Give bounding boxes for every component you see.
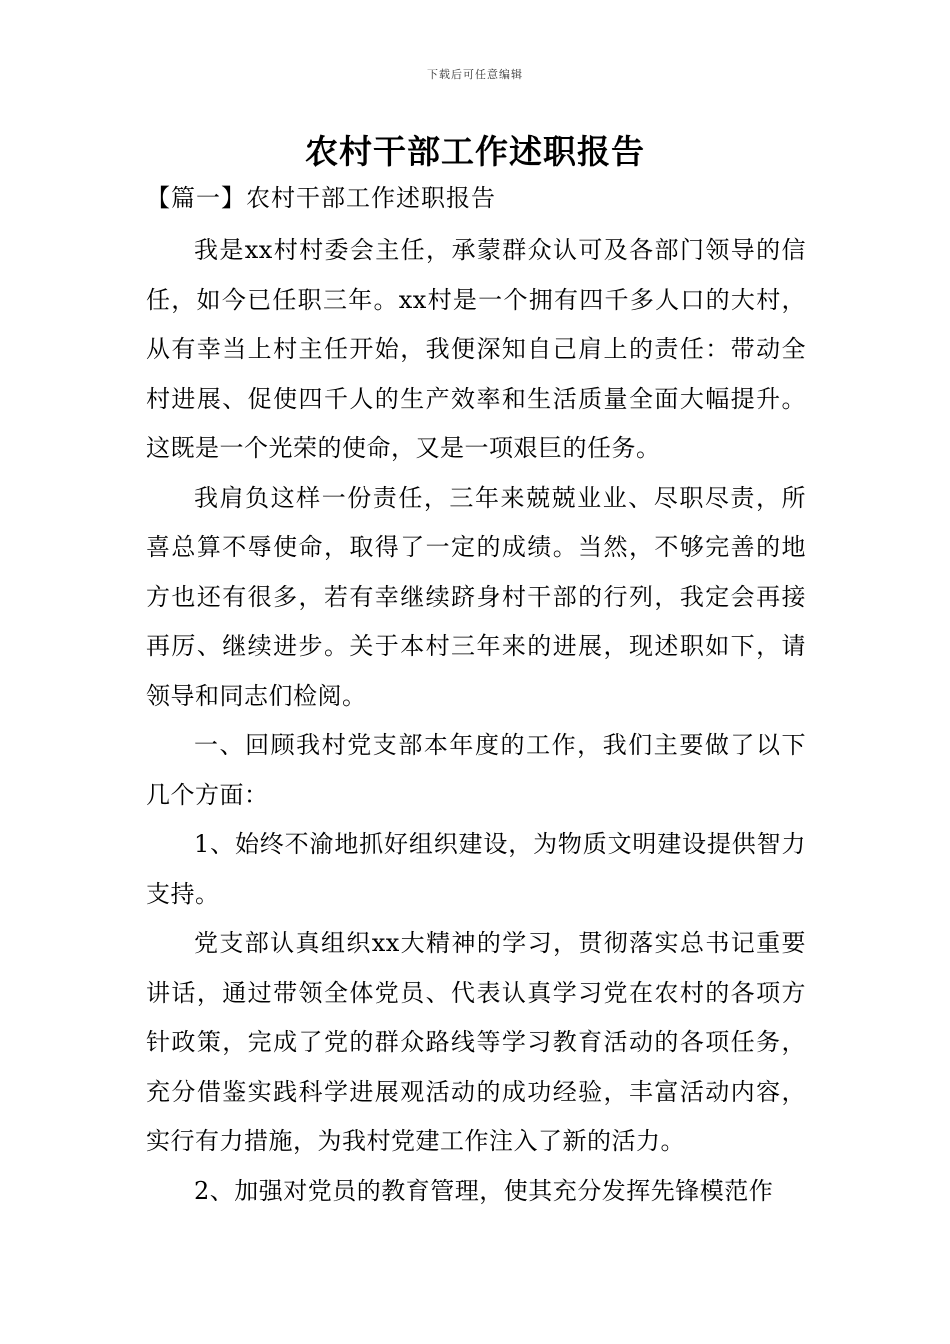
- paragraph: 我肩负这样一份责任，三年来兢兢业业、尽职尽责，所喜总算不辱使命，取得了一定的成绩。当然，不够完善的地方也还有很多，若有幸继续跻身村干部的行列，我定会再接再厉、继续进步。关于本村三年来的进展，现述职如下，请领导和同志们检阅。: [146, 483, 806, 710]
- paragraph: 党支部认真组织xx大精神的学习，贯彻落实总书记重要讲话，通过带领全体党员、代表认真学习党在农村的各项方针政策，完成了党的群众路线等学习教育活动的各项任务，充分借鉴实践科学进展观活动的成功经验，丰富活动内容，实行有力措施，为我村党建工作注入了新的活力。: [146, 929, 806, 1155]
- paragraph: 一、回顾我村党支部本年度的工作，我们主要做了以下几个方面：: [146, 731, 806, 809]
- document-title: 农村干部工作述职报告: [305, 132, 645, 171]
- document-body: [146, 226, 806, 1216]
- paragraph: 2、加强对党员的教育管理，使其充分发挥先锋模范作: [194, 1176, 774, 1205]
- paragraph: 我是xx村村委会主任，承蒙群众认可及各部门领导的信任，如今已任职三年。xx村是一个拥有四千多人口的大村，从有幸当上村主任开始，我便深知自己肩上的责任：带动全村进展、促使四千人的生产效率和生活质量全面大幅提升。这既是一个光荣的使命，又是一项艰巨的任务。: [146, 236, 806, 462]
- section-heading: 【篇一】农村干部工作述职报告: [146, 184, 496, 212]
- paragraph: 1、始终不渝地抓好组织建设，为物质文明建设提供智力支持。: [146, 830, 806, 908]
- header-note: 下载后可任意编辑: [427, 68, 523, 81]
